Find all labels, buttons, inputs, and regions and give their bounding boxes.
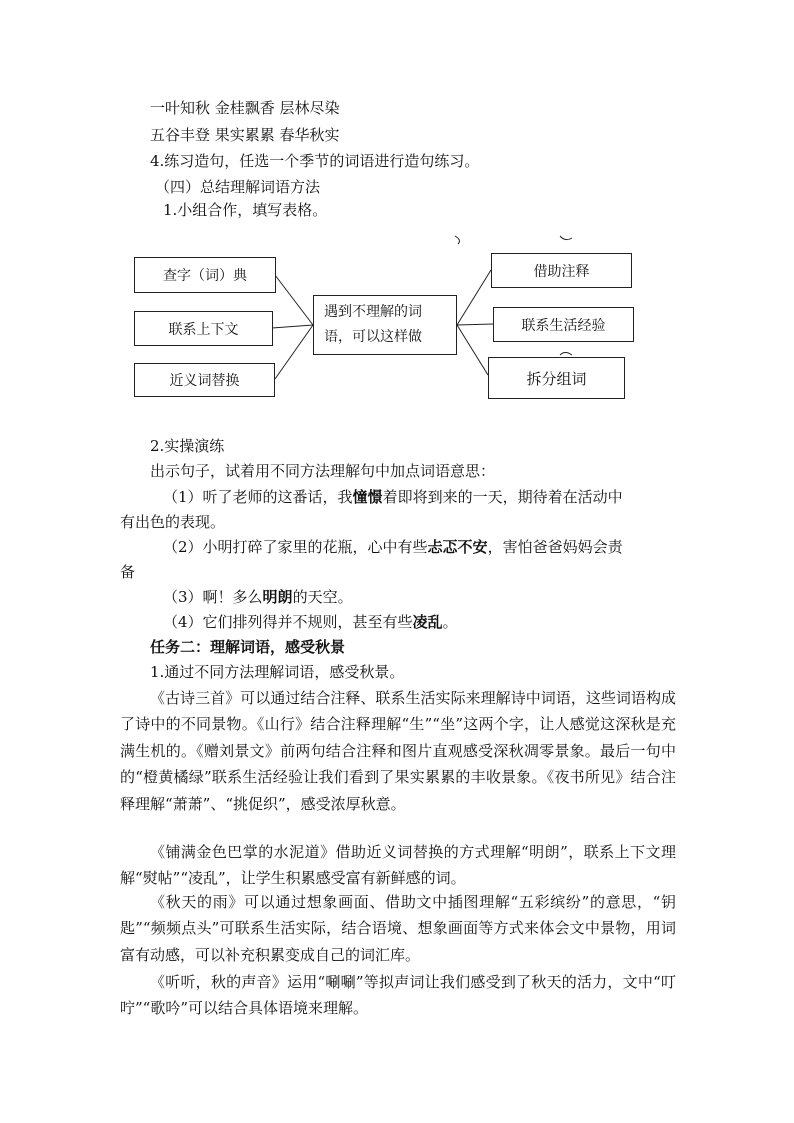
diagram-connectors — [0, 0, 794, 420]
sentence-1-post: 着即将到来的一天，期待着在活动中 — [382, 488, 623, 506]
connector-right-3 — [457, 325, 488, 375]
idiom-line-2: 五谷丰登 果实累累 春华秋实 — [150, 126, 340, 144]
sentence-4-word: 凌乱 — [412, 613, 443, 631]
sentence-2-post: ，害怕爸爸妈妈会责 — [487, 538, 623, 556]
sentence-2 — [163, 537, 623, 557]
sentence-4 — [163, 612, 458, 632]
sentence-2-pre: （2）小明打碎了家里的花瓶，心中有些 — [163, 538, 428, 556]
idiom-line-1: 一叶知秋 金桂飘香 层林尽染 — [150, 99, 340, 117]
sentence-3-post: 的天空。 — [292, 588, 353, 606]
connector-left-3 — [275, 325, 313, 379]
task2-paragraph-3: 《秋天的雨》可以通过想象画面、借助文中插图理解“五彩缤纷”的意思，“钥匙”“频频点头”可联系生活实际，结合语境、想象画面等方式来体会文中景物，用词富有动感，可以补充积累变成自己的词汇库。 — [120, 893, 676, 964]
left-box-context: 联系上下文 — [134, 311, 273, 346]
connector-right-2 — [457, 324, 493, 325]
decor-arc-3 — [560, 353, 572, 356]
section-heading: （四）总结理解词语方法 — [155, 178, 321, 196]
exercise-line: 4.练习造句，任选一个季节的词语进行造句练习。 — [150, 152, 480, 170]
sentence-3 — [163, 587, 353, 607]
connector-right-1 — [457, 270, 491, 325]
sentence-1 — [163, 487, 623, 507]
sentence-1-cont: 有出色的表现。 — [120, 513, 226, 531]
right-box-split-words: 拆分组词 — [488, 357, 625, 399]
sentence-1-pre: （1）听了老师的这番话，我 — [163, 488, 353, 506]
sentence-4-post: 。 — [442, 613, 458, 631]
sentence-3-word: 明朗 — [262, 588, 293, 606]
sentence-2-word: 忐忑不安 — [427, 538, 488, 556]
right-box-annotation: 借助注释 — [491, 253, 632, 288]
task2-paragraph-2: 《铺满金色巴掌的水泥道》借助近义词替换的方式理解“明朗”，联系上下文理解“熨帖”“凌乱”，让学生积累感受富有新鲜感的词。 — [120, 843, 676, 888]
sentence-3-pre: （3）啊！多么 — [163, 588, 263, 606]
left-box-dictionary: 查字（词）典 — [134, 257, 276, 293]
left-box-synonym: 近义词替换 — [134, 363, 275, 397]
group-task-line: 1.小组合作，填写表格。 — [163, 201, 328, 219]
sentence-2-cont: 备 — [120, 563, 136, 581]
task2-sub: 1.通过不同方法理解词语，感受秋景。 — [150, 663, 405, 681]
decor-arc-2 — [560, 236, 572, 240]
connector-left-1 — [275, 275, 313, 325]
task2-paragraph-4: 《听听，秋的声音》运用“唰唰”等拟声词让我们感受到了秋天的活力，文中“叮咛”“歌吟”可以结合具体语境来理解。 — [120, 973, 676, 1018]
right-box-life-experience: 联系生活经验 — [493, 307, 634, 342]
practice-title: 2.实操演练 — [150, 437, 225, 455]
center-box — [313, 295, 457, 355]
sentence-4-pre: （4）它们排列得并不规则，甚至有些 — [163, 613, 413, 631]
task2-paragraph-1: 《古诗三首》可以通过结合注释、联系生活实际来理解诗中词语，这些词语构成了诗中的不同景物。《山行》结合注释理解“生”“坐”这两个字，让人感觉这深秋是充满生机的。《赠刘景文》前两句结合注释和图片直观感受深秋凋零景象。最后一句中的“橙黄橘绿”联系生活经验让我们看到了果实累累的丰收景象。《夜书所见》结合注释理解“萧萧”、“挑促织”，感受浓厚秋意。 — [120, 689, 676, 813]
connector-left-2 — [272, 325, 313, 328]
decor-arc-1 — [455, 236, 459, 244]
practice-intro: 出示句子，试着用不同方法理解句中加点词语意思： — [150, 462, 496, 480]
task2-title: 任务二：理解词语，感受秋景 — [150, 638, 346, 656]
sentence-1-word: 憧憬 — [352, 488, 383, 506]
center-box-text: 遇到不理解的词语，可以这样做 — [324, 304, 422, 345]
